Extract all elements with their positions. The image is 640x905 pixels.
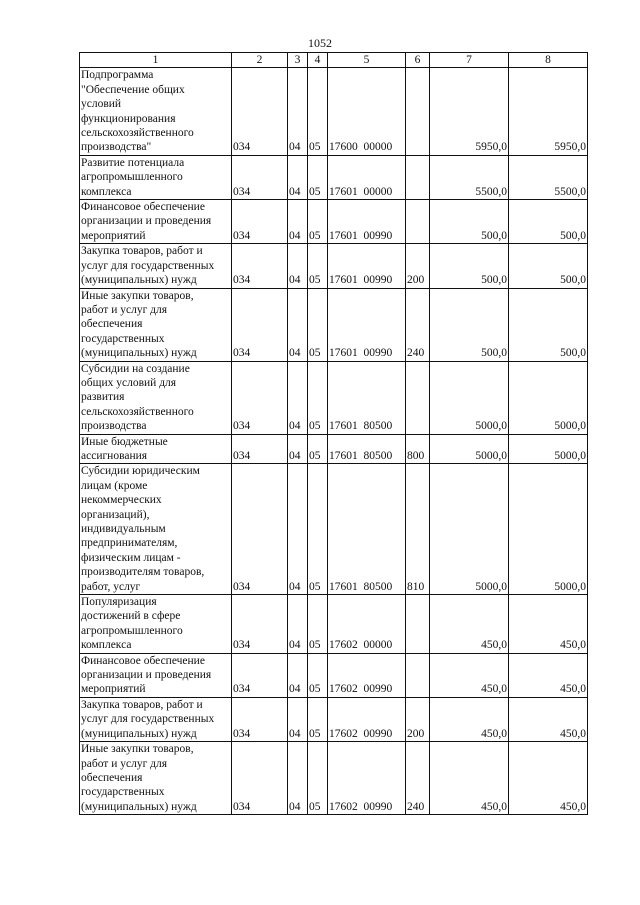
subsection-code-cell: 05	[308, 200, 328, 244]
table-body	[80, 68, 588, 815]
expense-type-cell	[406, 361, 430, 434]
amount-cell: 450,0	[430, 595, 509, 654]
grbs-code-cell: 034	[232, 288, 288, 361]
row-name-cell: Подпрограмма "Обеспечение общих условий функционирования сельскохозяйственного производства"	[80, 68, 232, 155]
target-article-cell: 17601 80500	[328, 361, 406, 434]
amount-cell: 450,0	[509, 697, 588, 741]
subsection-code-cell: 05	[308, 595, 328, 654]
expense-type-cell	[406, 653, 430, 697]
target-article-cell: 17601 00000	[328, 155, 406, 199]
grbs-code-cell: 034	[232, 697, 288, 741]
row-name-cell: Иные закупки товаров, работ и услуг для обеспечения государственных (муниципальных) нужд	[80, 288, 232, 361]
section-code-cell: 04	[288, 155, 308, 199]
amount-cell: 5000,0	[509, 464, 588, 595]
row-name-cell: Популяризация достижений в сфере агропромышленного комплекса	[80, 595, 232, 654]
target-article-cell: 17601 80500	[328, 434, 406, 464]
section-code-cell: 04	[288, 434, 308, 464]
header-row	[80, 53, 588, 68]
section-code-cell: 04	[288, 244, 308, 288]
expense-type-cell: 240	[406, 742, 430, 815]
grbs-code-cell: 034	[232, 742, 288, 815]
section-code-cell: 04	[288, 595, 308, 654]
subsection-code-cell: 05	[308, 742, 328, 815]
section-code-cell: 04	[288, 464, 308, 595]
subsection-code-cell: 05	[308, 434, 328, 464]
budget-table	[79, 52, 588, 815]
grbs-code-cell: 034	[232, 155, 288, 199]
target-article-cell: 17601 80500	[328, 464, 406, 595]
expense-type-cell	[406, 68, 430, 155]
target-article-cell: 17601 00990	[328, 200, 406, 244]
grbs-code-cell: 034	[232, 595, 288, 654]
amount-cell: 450,0	[509, 595, 588, 654]
amount-cell: 500,0	[509, 244, 588, 288]
section-code-cell: 04	[288, 288, 308, 361]
table-row	[80, 434, 588, 464]
expense-type-cell: 200	[406, 697, 430, 741]
table-row	[80, 742, 588, 815]
table-row	[80, 68, 588, 155]
row-name-cell: Финансовое обеспечение организации и проведения мероприятий	[80, 653, 232, 697]
table-row	[80, 155, 588, 199]
subsection-code-cell: 05	[308, 155, 328, 199]
grbs-code-cell: 034	[232, 361, 288, 434]
row-name-cell: Развитие потенциала агропромышленного комплекса	[80, 155, 232, 199]
amount-cell: 5500,0	[430, 155, 509, 199]
target-article-cell: 17601 00990	[328, 288, 406, 361]
target-article-cell: 17602 00990	[328, 697, 406, 741]
subsection-code-cell: 05	[308, 653, 328, 697]
target-article-cell: 17602 00990	[328, 742, 406, 815]
grbs-code-cell: 034	[232, 244, 288, 288]
target-article-cell: 17602 00990	[328, 653, 406, 697]
header-cell: 1	[80, 53, 232, 68]
target-article-cell: 17601 00990	[328, 244, 406, 288]
table-row	[80, 595, 588, 654]
subsection-code-cell: 05	[308, 697, 328, 741]
row-name-cell: Субсидии на создание общих условий для развития сельскохозяйственного производства	[80, 361, 232, 434]
header-cell: 4	[308, 53, 328, 68]
header-cell: 5	[328, 53, 406, 68]
table-row	[80, 361, 588, 434]
subsection-code-cell: 05	[308, 464, 328, 595]
expense-type-cell	[406, 155, 430, 199]
row-name-cell: Иные бюджетные ассигнования	[80, 434, 232, 464]
expense-type-cell	[406, 595, 430, 654]
table-row	[80, 697, 588, 741]
row-name-cell: Иные закупки товаров, работ и услуг для обеспечения государственных (муниципальных) нужд	[80, 742, 232, 815]
row-name-cell: Субсидии юридическим лицам (кроме некоммерческих организаций), индивидуальным предпринимателям, физическим лицам - производителям товаров, работ, услуг	[80, 464, 232, 595]
table-row	[80, 244, 588, 288]
section-code-cell: 04	[288, 68, 308, 155]
row-name-cell: Закупка товаров, работ и услуг для государственных (муниципальных) нужд	[80, 697, 232, 741]
subsection-code-cell: 05	[308, 68, 328, 155]
amount-cell: 5000,0	[509, 361, 588, 434]
table-row	[80, 200, 588, 244]
target-article-cell: 17600 00000	[328, 68, 406, 155]
expense-type-cell: 800	[406, 434, 430, 464]
page-number: 1052	[308, 36, 332, 50]
row-name-cell: Закупка товаров, работ и услуг для государственных (муниципальных) нужд	[80, 244, 232, 288]
amount-cell: 5000,0	[430, 464, 509, 595]
amount-cell: 500,0	[509, 200, 588, 244]
target-article-cell: 17602 00000	[328, 595, 406, 654]
grbs-code-cell: 034	[232, 68, 288, 155]
subsection-code-cell: 05	[308, 361, 328, 434]
amount-cell: 5500,0	[509, 155, 588, 199]
grbs-code-cell: 034	[232, 434, 288, 464]
header-cell: 3	[288, 53, 308, 68]
grbs-code-cell: 034	[232, 200, 288, 244]
amount-cell: 450,0	[509, 653, 588, 697]
table-row	[80, 288, 588, 361]
section-code-cell: 04	[288, 742, 308, 815]
amount-cell: 5950,0	[509, 68, 588, 155]
header-cell: 6	[406, 53, 430, 68]
amount-cell: 500,0	[430, 244, 509, 288]
header-cell: 2	[232, 53, 288, 68]
grbs-code-cell: 034	[232, 653, 288, 697]
amount-cell: 5000,0	[430, 434, 509, 464]
expense-type-cell: 200	[406, 244, 430, 288]
amount-cell: 5000,0	[509, 434, 588, 464]
subsection-code-cell: 05	[308, 244, 328, 288]
amount-cell: 450,0	[430, 697, 509, 741]
section-code-cell: 04	[288, 697, 308, 741]
grbs-code-cell: 034	[232, 464, 288, 595]
amount-cell: 450,0	[509, 742, 588, 815]
row-name-cell: Финансовое обеспечение организации и проведения мероприятий	[80, 200, 232, 244]
amount-cell: 500,0	[430, 200, 509, 244]
expense-type-cell: 810	[406, 464, 430, 595]
section-code-cell: 04	[288, 653, 308, 697]
expense-type-cell: 240	[406, 288, 430, 361]
amount-cell: 5950,0	[430, 68, 509, 155]
amount-cell: 450,0	[430, 653, 509, 697]
section-code-cell: 04	[288, 361, 308, 434]
subsection-code-cell: 05	[308, 288, 328, 361]
section-code-cell: 04	[288, 200, 308, 244]
table-row	[80, 653, 588, 697]
table-row	[80, 464, 588, 595]
amount-cell: 5000,0	[430, 361, 509, 434]
amount-cell: 500,0	[509, 288, 588, 361]
header-cell: 8	[509, 53, 588, 68]
expense-type-cell	[406, 200, 430, 244]
header-cell: 7	[430, 53, 509, 68]
amount-cell: 500,0	[430, 288, 509, 361]
amount-cell: 450,0	[430, 742, 509, 815]
